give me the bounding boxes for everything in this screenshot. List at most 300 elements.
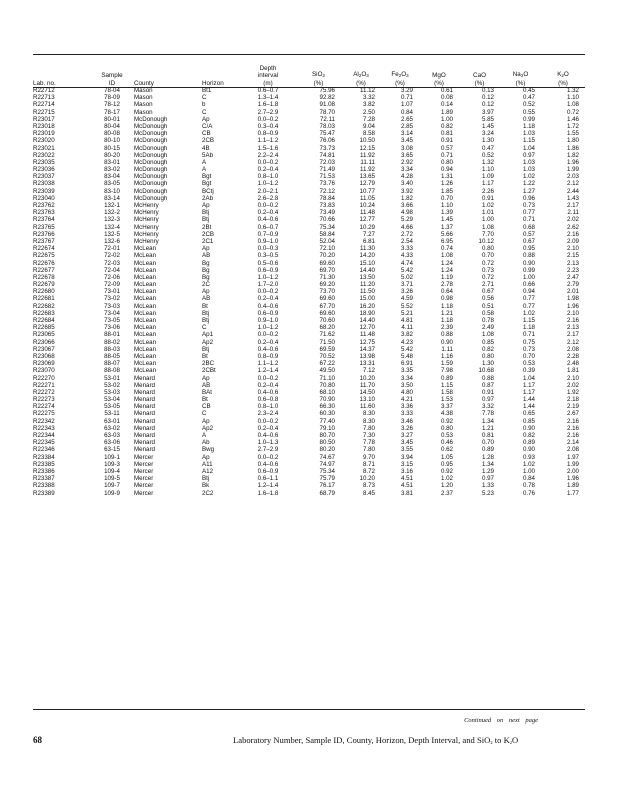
cell-cao: 0.73 [481,266,494,274]
cell-na2o: 1.02 [522,173,535,181]
cell-horizon: BAt [202,388,212,396]
cell-cao: 0.52 [481,151,494,159]
cell-k2o: 2.14 [566,439,579,447]
cell-sio2: 73.70 [319,288,335,296]
cell-horizon: C [202,108,207,116]
cell-al2o3: 8.30 [362,410,375,418]
cell-horizon: 2CB [202,230,215,238]
cell-sample-id: 80-10 [104,137,120,145]
cell-k2o: 2.10 [566,309,579,317]
cell-cao: 10.68 [478,367,494,375]
cell-depth-interval: 0.6–0.7 [257,223,279,231]
cell-k2o: 2.12 [566,338,579,346]
cell-mgo: 1.05 [440,453,453,461]
cell-al2o3: 3.82 [362,101,375,109]
cell-cao: 0.70 [481,439,494,447]
cell-cao: 0.51 [481,302,494,310]
cell-fe2o3: 6.91 [400,360,413,368]
cell-sample-id: 132-3 [104,216,120,224]
cell-fe2o3: 3.34 [400,166,413,174]
cell-al2o3: 8.30 [362,417,375,425]
cell-sio2: 74.81 [319,151,335,159]
cell-al2o3: 13.98 [359,352,375,360]
cell-depth-interval: 0.2–0.4 [257,338,279,346]
col-header-mgo: MgO (%) [432,72,446,87]
cell-fe2o3: 5.48 [400,352,413,360]
cell-al2o3: 7.27 [362,230,375,238]
cell-al2o3: 11.48 [359,209,375,217]
cell-county: McLean [134,273,157,281]
cell-sio2: 70.52 [319,352,335,360]
cell-sample-id: 72-04 [104,266,120,274]
cell-depth-interval: 0.2–0.4 [257,424,279,432]
cell-fe2o3: 4.23 [400,338,413,346]
cell-al2o3: 15.00 [359,295,375,303]
cell-sample-id: 80-15 [104,144,120,152]
cell-mgo: 1.20 [440,482,453,490]
cell-fe2o3: 3.08 [400,144,413,152]
cell-county: Mason [134,101,153,109]
cell-horizon: AB [202,252,211,260]
table-row [33,238,585,245]
table-row [33,202,585,209]
cell-mgo: 0.81 [440,130,453,138]
cell-fe2o3: 4.74 [400,259,413,267]
cell-k2o: 1.43 [566,194,579,202]
cell-horizon: 2CB [202,137,215,145]
cell-sio2: 72.03 [319,158,335,166]
cell-fe2o3: 5.29 [400,216,413,224]
cell-al2o3: 8.45 [362,489,375,497]
cell-sio2: 80.50 [319,439,335,447]
cell-cao: 0.82 [481,345,494,353]
cell-fe2o3: 3.82 [400,331,413,339]
cell-fe2o3: 3.27 [400,432,413,440]
cell-sample-id: 73-02 [104,295,120,303]
cell-na2o: 1.18 [522,122,535,130]
cell-k2o: 2.02 [566,381,579,389]
cell-lab-no: R23039 [33,187,55,195]
cell-k2o: 2.09 [566,237,579,245]
cell-cao: 1.08 [481,331,494,339]
cell-county: McHenry [134,216,159,224]
cell-k2o: 2.10 [566,374,579,382]
cell-al2o3: 6.81 [362,237,375,245]
cell-sio2: 71.49 [319,166,335,174]
cell-horizon: Ap1 [202,331,214,339]
cell-sio2: 70.80 [319,381,335,389]
cell-mgo: 0.95 [440,460,453,468]
cell-county: Menard [134,439,155,447]
table-row [33,425,585,432]
cell-al2o3: 11.50 [359,288,375,296]
cell-sample-id: 109-5 [104,475,120,483]
table-row [33,216,585,223]
cell-mgo: 1.24 [440,259,453,267]
cell-sample-id: 109-4 [104,467,120,475]
cell-k2o: 1.55 [566,130,579,138]
cell-fe2o3: 2.72 [400,230,413,238]
cell-al2o3: 14.37 [359,345,375,353]
table-row [33,317,585,324]
cell-lab-no: R23764 [33,216,55,224]
cell-lab-no: R23019 [33,130,55,138]
cell-k2o: 2.79 [566,281,579,289]
table-row [33,252,585,259]
cell-al2o3: 12.79 [359,180,375,188]
cell-fe2o3: 4.33 [400,252,413,260]
cell-horizon: Btj [202,209,210,217]
cell-cao: 1.09 [481,173,494,181]
cell-mgo: 1.45 [440,216,453,224]
cell-na2o: 1.00 [522,273,535,281]
cell-na2o: 0.71 [522,331,535,339]
cell-al2o3: 12.77 [359,216,375,224]
cell-na2o: 0.66 [522,281,535,289]
cell-k2o: 2.12 [566,180,579,188]
cell-fe2o3: 4.80 [400,388,413,396]
cell-county: McLean [134,345,157,353]
cell-horizon: Bwg [202,446,215,454]
cell-al2o3: 18.90 [359,309,375,317]
cell-depth-interval: 0.0–0.3 [257,245,279,253]
cell-lab-no: R22679 [33,281,55,289]
cell-sio2: 69.70 [319,266,335,274]
cell-k2o: 2.00 [566,467,579,475]
cell-mgo: 1.15 [440,381,453,389]
cell-sio2: 80.20 [319,446,335,454]
cell-depth-interval: 0.4–0.6 [257,216,279,224]
cell-al2o3: 14.40 [359,317,375,325]
cell-depth-interval: 0.4–0.6 [257,345,279,353]
cell-horizon: 2C [202,281,210,289]
cell-lab-no: R22682 [33,302,55,310]
cell-lab-no: R23068 [33,352,55,360]
cell-fe2o3: 3.35 [400,367,413,375]
cell-mgo: 1.59 [440,360,453,368]
cell-mgo: 0.89 [440,374,453,382]
cell-cao: 1.02 [481,202,494,210]
cell-lab-no: R22273 [33,396,55,404]
table-row [33,475,585,482]
cell-county: McLean [134,281,157,289]
cell-county: McLean [134,367,157,375]
cell-na2o: 0.90 [522,446,535,454]
cell-sample-id: 88-05 [104,352,120,360]
table-row [33,382,585,389]
cell-al2o3: 11.48 [359,331,375,339]
table-row [33,439,585,446]
cell-cao: 1.08 [481,223,494,231]
cell-depth-interval: 2.7–2.9 [257,446,279,454]
cell-depth-interval: 0.2–0.4 [257,166,279,174]
cell-na2o: 0.52 [522,101,535,109]
cell-mgo: 2.37 [440,489,453,497]
cell-county: McLean [134,252,157,260]
cell-sio2: 74.97 [319,460,335,468]
cell-sio2: 75.47 [319,130,335,138]
cell-lab-no: R22675 [33,252,55,260]
cell-county: Mason [134,108,153,116]
cell-sample-id: 88-02 [104,338,120,346]
cell-mgo: 1.18 [440,302,453,310]
cell-mgo: 0.80 [440,158,453,166]
col-header-sio2: SiO$_2$ (%) [311,71,325,87]
cell-fe2o3: 5.02 [400,273,413,281]
cell-lab-no: R23021 [33,144,55,152]
cell-al2o3: 10.24 [359,202,375,210]
cell-lab-no: R22342 [33,417,55,425]
cell-cao: 0.70 [481,252,494,260]
cell-al2o3: 8.71 [362,460,375,468]
cell-county: McHenry [134,237,159,245]
cell-k2o: 2.03 [566,173,579,181]
cell-al2o3: 12.15 [359,144,375,152]
cell-sample-id: 78-17 [104,108,120,116]
table-row [33,375,585,382]
cell-sample-id: 73-05 [104,317,120,325]
cell-county: Menard [134,446,155,454]
cell-fe2o3: 3.65 [400,151,413,159]
cell-county: Menard [134,417,155,425]
cell-horizon: Bt [202,352,208,360]
cell-sample-id: 88-07 [104,360,120,368]
table-row [33,137,585,144]
cell-k2o: 2.19 [566,403,579,411]
cell-lab-no: R23038 [33,180,55,188]
table-row [33,389,585,396]
cell-horizon: BCtj [202,187,214,195]
cell-al2o3: 10.20 [359,374,375,382]
cell-horizon: Bt [202,302,208,310]
cell-al2o3: 14.40 [359,266,375,274]
cell-sample-id: 132-6 [104,237,120,245]
table-bottom-rule [33,709,585,710]
cell-na2o: 1.17 [522,388,535,396]
table-row [33,224,585,231]
col-header-lab-no: Lab. no. [33,79,56,87]
table-row [33,145,585,152]
cell-lab-no: R22343 [33,424,55,432]
table-row [33,490,585,497]
cell-sio2: 92.82 [319,94,335,102]
cell-horizon: Ap [202,453,210,461]
table-row [33,346,585,353]
cell-county: Mercer [134,482,154,490]
table-row [33,180,585,187]
cell-lab-no: R23389 [33,489,55,497]
cell-sample-id: 63-02 [104,424,120,432]
cell-lab-no: R22684 [33,317,55,325]
cell-na2o: 0.99 [522,266,535,274]
cell-horizon: Bt1 [202,87,212,95]
cell-cao: 2.26 [481,187,494,195]
cell-county: McDonough [134,173,168,181]
cell-lab-no: R23069 [33,360,55,368]
cell-county: Menard [134,381,155,389]
cell-depth-interval: 0.2–0.4 [257,209,279,217]
cell-depth-interval: 0.9–1.0 [257,317,279,325]
cell-lab-no: R23037 [33,173,55,181]
cell-mgo: 0.92 [440,467,453,475]
cell-horizon: Btj [202,317,210,325]
cell-fe2o3: 2.54 [400,237,413,245]
cell-depth-interval: 0.4–0.6 [257,460,279,468]
cell-sio2: 79.10 [319,424,335,432]
cell-na2o: 0.71 [522,216,535,224]
cell-sample-id: 109-3 [104,460,120,468]
cell-cao: 7.78 [481,410,494,418]
cell-county: McDonough [134,158,168,166]
cell-k2o: 2.28 [566,352,579,360]
cell-fe2o3: 4.21 [400,396,413,404]
cell-depth-interval: 0.0–0.2 [257,417,279,425]
cell-na2o: 0.77 [522,209,535,217]
col-header-sample-id: Sample ID [101,72,123,87]
cell-lab-no: R22676 [33,259,55,267]
cell-county: McHenry [134,209,159,217]
cell-county: McHenry [134,202,159,210]
cell-mgo: 1.31 [440,173,453,181]
cell-fe2o3: 3.26 [400,424,413,432]
table-row [33,339,585,346]
cell-lab-no: R22683 [33,309,55,317]
cell-mgo: 0.46 [440,439,453,447]
cell-lab-no: R22681 [33,295,55,303]
cell-sample-id: 53-05 [104,403,120,411]
cell-k2o: 1.96 [566,302,579,310]
cell-sio2: 69.59 [319,345,335,353]
cell-lab-no: R22344 [33,432,55,440]
cell-depth-interval: 2.7–2.9 [257,108,279,116]
cell-fe2o3: 3.46 [400,417,413,425]
cell-na2o: 1.15 [522,137,535,145]
cell-county: McLean [134,259,157,267]
table-row [33,274,585,281]
cell-depth-interval: 0.8–1.0 [257,403,279,411]
cell-horizon: Bg [202,266,210,274]
cell-sample-id: 88-01 [104,331,120,339]
cell-k2o: 2.15 [566,252,579,260]
table-row [33,288,585,295]
cell-sio2: 71.62 [319,331,335,339]
table-row [33,367,585,374]
cell-mgo: 0.61 [440,87,453,95]
cell-depth-interval: 0.3–0.5 [257,252,279,260]
cell-county: McLean [134,288,157,296]
cell-cao: 1.00 [481,216,494,224]
cell-sample-id: 73-03 [104,302,120,310]
cell-mgo: 1.85 [440,187,453,195]
cell-depth-interval: 1.6–1.8 [257,101,279,109]
cell-cao: 0.56 [481,295,494,303]
cell-sio2: 70.90 [319,396,335,404]
cell-depth-interval: 0.6–0.8 [257,396,279,404]
table-row [33,281,585,288]
cell-mgo: 1.10 [440,202,453,210]
cell-depth-interval: 1.7–2.0 [257,281,279,289]
cell-horizon: Bk [202,482,210,490]
cell-sample-id: 78-04 [104,87,120,95]
col-header-horizon: Horizon [202,79,224,87]
cell-county: Mercer [134,467,154,475]
cell-mgo: 1.19 [440,273,453,281]
cell-sio2: 71.10 [319,374,335,382]
cell-horizon: Bg [202,273,210,281]
cell-lab-no: R22712 [33,87,55,95]
cell-sio2: 78.70 [319,108,335,116]
cell-sio2: 78.03 [319,122,335,130]
cell-fe2o3: 4.28 [400,173,413,181]
cell-depth-interval: 2.3–2.4 [257,410,279,418]
cell-county: McDonough [134,122,168,130]
cell-al2o3: 11.30 [359,245,375,253]
cell-sample-id: 63-03 [104,432,120,440]
cell-al2o3: 7.28 [362,115,375,123]
col-header-cao: CaO (%) [473,72,486,87]
cell-lab-no: R23762 [33,202,55,210]
cell-cao: 5.23 [481,489,494,497]
cell-sio2: 77.40 [319,417,335,425]
cell-na2o: 0.85 [522,417,535,425]
cell-na2o: 1.44 [522,403,535,411]
cell-na2o: 0.45 [522,87,535,95]
cell-k2o: 1.10 [566,94,579,102]
cell-k2o: 2.11 [567,209,579,217]
table-row [33,482,585,489]
cell-sample-id: 83-02 [104,166,120,174]
cell-depth-interval: 0.7–0.9 [257,230,279,238]
cell-fe2o3: 4.51 [400,475,413,483]
cell-k2o: 1.96 [566,475,579,483]
cell-sio2: 72.10 [319,245,335,253]
cell-al2o3: 2.50 [362,108,375,116]
cell-na2o: 0.96 [522,194,535,202]
cell-cao: 0.91 [481,194,494,202]
cell-cao: 1.10 [481,166,494,174]
cell-sio2: 68.10 [319,388,335,396]
geochemistry-table [33,56,585,497]
cell-cao: 0.91 [481,388,494,396]
cell-lab-no: R23070 [33,367,55,375]
cell-depth-interval: 0.6–0.9 [257,309,279,317]
cell-sio2: 70.60 [319,317,335,325]
cell-sio2: 68.79 [319,489,335,497]
cell-mgo: 5.66 [440,230,453,238]
cell-al2o3: 13.50 [359,273,375,281]
cell-county: McDonough [134,115,168,123]
cell-fe2o3: 3.33 [400,245,413,253]
cell-sio2: 76.06 [319,137,335,145]
cell-horizon: AB [202,381,211,389]
cell-cao: 2.49 [481,324,494,332]
cell-lab-no: R22715 [33,108,55,116]
cell-sample-id: 53-11 [104,410,120,418]
cell-fe2o3: 5.52 [400,302,413,310]
table-row [33,468,585,475]
cell-county: McLean [134,309,157,317]
cell-k2o: 2.67 [566,410,579,418]
cell-depth-interval: 0.0–0.2 [257,374,279,382]
cell-na2o: 0.57 [522,230,535,238]
cell-k2o: 1.81 [566,367,579,375]
cell-cao: 0.80 [481,245,494,253]
cell-fe2o3: 3.45 [400,439,413,447]
cell-depth-interval: 0.0–0.2 [257,158,279,166]
cell-sample-id: 72-09 [104,281,120,289]
cell-fe2o3: 3.15 [400,460,413,468]
cell-cao: 1.32 [481,158,494,166]
